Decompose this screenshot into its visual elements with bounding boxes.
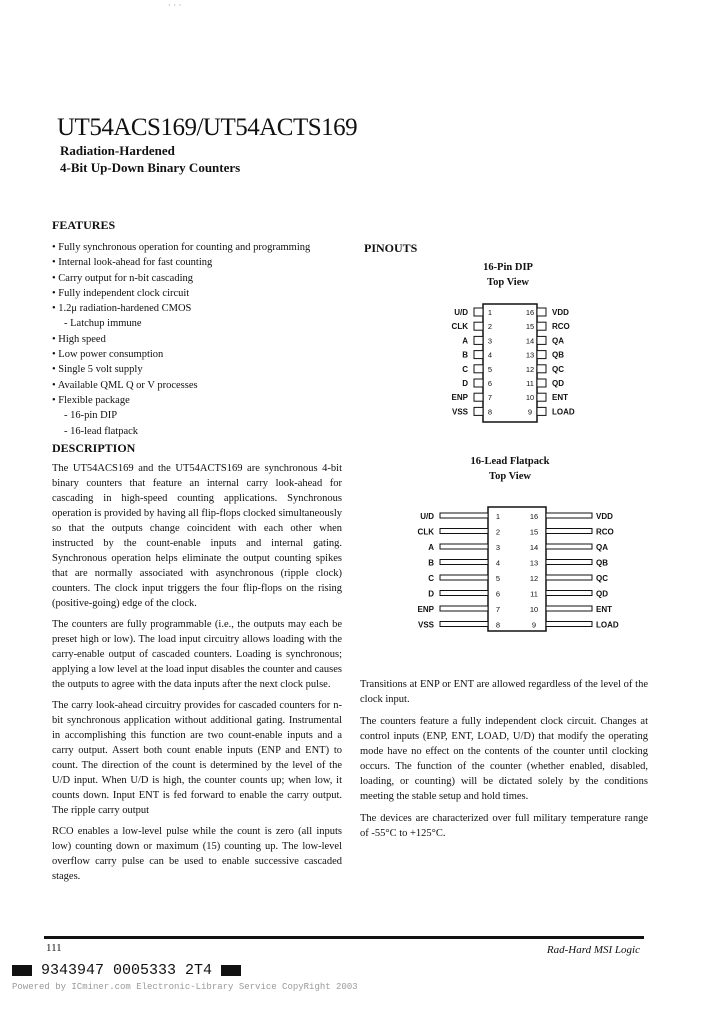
subtitle-radiation: Radiation-Hardened [60,143,175,158]
flatpack-pin-label-right: QA [596,543,608,552]
feature-item: • Fully synchronous operation for counting and programming [52,242,311,253]
dip-pin-number-left: 1 [487,308,493,317]
flatpack-pin-number-right: 15 [529,527,539,537]
dip-pin-number-right: 15 [525,322,535,332]
dip-pin-label-right: LOAD [552,407,575,417]
dip-pin-number-right: 12 [525,364,535,374]
flatpack-lead-right [546,529,592,534]
flatpack-lead-right [546,513,592,518]
barcode-block-right [221,965,241,976]
flatpack-pin-label-left: C [428,574,434,583]
dip-view: Top View [487,277,529,288]
dip-title: 16-Pin DIP [483,262,533,273]
dip-pin-label-right: QA [552,336,564,346]
description-paragraph: The counters are fully programmable (i.e., the outputs may each be preset high or low). The load input circuitry allows loading with the carry-enable output of cascaded counters. Loading is synchronous; applying a low level at the load input disables the counter and causes the outputs to agree with the data inputs after the next clock pulse. [52,619,342,690]
flatpack-pin-number-left: 7 [495,605,501,614]
dip-pin-number-right: 14 [525,336,535,346]
watermark: Powered by ICminer.com Electronic-Library Service CopyRight 2003 [12,982,358,992]
flatpack-pin-number-right: 14 [529,543,539,552]
right-paragraph: The devices are characterized over full military temperature range of -55°C to +125°C. [360,813,648,839]
dip-pin-number-left: 8 [487,407,493,417]
flatpack-pin-label-left: U/D [420,512,434,521]
flatpack-pin-number-left: 1 [495,512,501,521]
flatpack-lead-left [440,591,488,596]
flatpack-pin-number-left: 5 [495,574,501,583]
flatpack-lead-right [546,560,592,565]
features-heading: FEATURES [52,218,116,232]
dip-pin-label-right: ENT [552,393,568,403]
flatpack-pin-number-left: 3 [495,543,501,552]
dip-pin-box-left [474,351,483,359]
flatpack-view: Top View [489,471,531,482]
description-section [52,441,342,890]
dip-pin-box-left [474,322,483,330]
dip-pin-label-left: CLK [451,322,468,332]
flatpack-pin-number-right: 11 [530,589,538,599]
dip-pin-number-right: 16 [525,308,535,317]
flatpack-lead-left [440,513,488,518]
flatpack-pin-label-right: QB [596,558,608,568]
dip-pin-label-left: C [462,364,468,374]
flatpack-pin-number-right: 10 [529,605,539,614]
dip-pin-label-left: U/D [454,308,468,317]
flatpack-title: 16-Lead Flatpack [470,456,550,467]
barcode-line [12,962,241,979]
dip-pin-box-left [474,365,483,373]
dip-pin-box-right [537,336,546,344]
dip-pin-number-right: 9 [527,407,533,417]
flatpack-pin-label-right: QD [596,589,608,599]
dip-pin-box-left [474,336,483,344]
dip-pin-number-left: 2 [487,322,493,332]
features-section [52,218,342,439]
right-paragraph: The counters feature a fully independent clock circuit. Changes at control inputs (ENP, ENT, LOAD, U/D) that modify the operating mode have no effect on the contents of the counter until clocking occurs. The function of the counter (whether enabled, disabled, loading, or counting) will be dictated solely by the conditions meeting the stable setup and hold times. [360,716,648,802]
dip-pin-number-right: 11 [526,379,534,388]
feature-item: • High speed [52,333,106,345]
barcode-block-left [12,965,32,976]
flatpack-diagram [400,505,640,637]
dip-pin-box-right [537,322,546,330]
flatpack-lead-left [440,529,488,534]
dip-pin-number-left: 6 [487,379,493,388]
feature-item: • Single 5 volt supply [52,364,143,376]
flatpack-pin-number-right: 16 [529,512,539,521]
feature-item: • Low power consumption [52,349,164,361]
subtitle-counters: 4-Bit Up-Down Binary Counters [60,160,241,175]
flatpack-pin-number-left: 8 [495,620,501,630]
flatpack-pin-label-right: RCO [596,527,614,537]
dip-pin-number-right: 10 [525,393,535,403]
flatpack-lead-left [440,622,488,627]
dip-pin-box-right [537,407,546,415]
right-paragraph: Transitions at ENP or ENT are allowed regardless of the level of the clock input. [360,679,648,705]
feature-subitem: - Latchup immune [64,318,142,330]
flatpack-pin-label-left: VSS [417,620,434,630]
flatpack-pin-number-left: 6 [495,589,501,599]
dip-pin-box-left [474,379,483,387]
footer-tagline: Rad-Hard MSI Logic [546,944,640,956]
right-text-section [360,677,648,848]
dip-pin-number-left: 3 [487,336,493,346]
dip-pin-box-left [474,407,483,415]
dip-pin-box-left [474,308,483,316]
dip-pin-label-right: VDD [552,308,569,317]
description-heading: DESCRIPTION [52,441,136,455]
top-marks: · · · [168,0,182,10]
page-title: UT54ACS169/UT54ACTS169 [57,114,358,141]
dip-pin-box-right [537,379,546,387]
feature-item: • Carry output for n-bit cascading [52,272,194,284]
flatpack-lead-left [440,575,488,580]
flatpack-lead-right [546,622,592,627]
dip-diagram [420,298,600,424]
pinouts-heading: PINOUTS [364,241,418,255]
dip-pin-label-right: QD [552,379,564,388]
dip-pin-number-right: 13 [525,350,535,360]
description-paragraph: The UT54ACS169 and the UT54ACTS169 are synchronous 4-bit binary counters that feature an internal carry look-ahead for cascading in high-speed counting applications. Synchronous operation is provided by having all flip-flops clocked simultaneously so that the outputs change coincident with each other when instructed by the count-enable inputs and internal gating. Synchronous operation helps eliminate the output counting spikes that are normally associated with asynchronous (ripple clock) counters. The clock input triggers the four flip-flops on the rising (positive-going) edge of the clock. [52,463,342,609]
dip-pin-label-left: ENP [451,393,468,403]
flatpack-lead-right [546,575,592,580]
feature-item: • Internal look-ahead for fast counting [52,257,213,269]
flatpack-pin-number-right: 13 [529,558,539,568]
page-number: 111 [46,942,62,954]
flatpack-lead-right [546,606,592,611]
dip-pin-label-left: D [462,379,468,388]
flatpack-pin-label-right: LOAD [596,620,619,630]
feature-item: • Fully independent clock circuit [52,287,190,299]
dip-pin-label-right: QC [552,364,564,374]
dip-pin-number-left: 7 [487,393,493,403]
description-paragraph: The carry look-ahead circuitry provides for cascaded counters for n-bit synchronous application without additional gating. Instrumental in accomplishing this function are two count-enable inputs and a carry output. Assert both count enable inputs (ENP and ENT) to count. The direction of the count is determined by the level of the U/D input. When U/D is high, the counter counts up; when low, it counts down. Input ENT is fed forward to enable the carry output. The ripple carry output [52,700,342,816]
flatpack-pin-number-right: 9 [531,620,537,630]
description-paragraph: RCO enables a low-level pulse while the count is zero (all inputs low) counting down or maximum (15) counting up. The low-level overflow carry pulse can be used to enable successive cascaded stages. [52,826,342,882]
dip-pin-number-left: 5 [487,364,493,374]
features-list [52,240,342,439]
feature-item: • Available QML Q or V processes [52,379,198,391]
flatpack-lead-left [440,560,488,565]
flatpack-lead-right [546,544,592,549]
dip-pin-label-left: VSS [451,407,468,417]
flatpack-pin-label-right: QC [596,574,608,583]
dip-pin-number-left: 4 [487,350,493,360]
dip-pin-box-left [474,393,483,401]
dip-pin-box-right [537,393,546,401]
flatpack-pin-label-left: B [428,558,434,568]
flatpack-pin-label-left: D [428,589,434,599]
flatpack-pin-label-left: ENP [417,605,434,614]
flatpack-pin-label-right: ENT [596,605,612,614]
barcode-text: 9343947 0005333 2T4 [41,962,213,979]
feature-item: • Flexible package [52,394,130,406]
dip-pin-box-right [537,351,546,359]
flatpack-pin-label-right: VDD [596,512,613,521]
feature-item: • 1.2μ radiation-hardened CMOS [52,303,192,315]
flatpack-lead-right [546,591,592,596]
flatpack-pin-number-left: 2 [495,527,501,537]
flatpack-pin-number-left: 4 [495,558,501,568]
flatpack-lead-left [440,606,488,611]
feature-subitem: - 16-lead flatpack [64,425,139,437]
flatpack-lead-left [440,544,488,549]
flatpack-pin-number-right: 12 [529,574,539,583]
dip-pin-label-right: RCO [552,322,570,332]
feature-subitem: - 16-pin DIP [64,410,118,422]
dip-pin-label-left: B [462,350,468,360]
dip-pin-box-right [537,308,546,316]
footer-rule [44,936,644,939]
flatpack-pin-label-left: A [428,543,434,552]
flatpack-pin-label-left: CLK [417,527,434,537]
dip-pin-box-right [537,365,546,373]
dip-pin-label-left: A [462,336,468,346]
dip-pin-label-right: QB [552,350,564,360]
